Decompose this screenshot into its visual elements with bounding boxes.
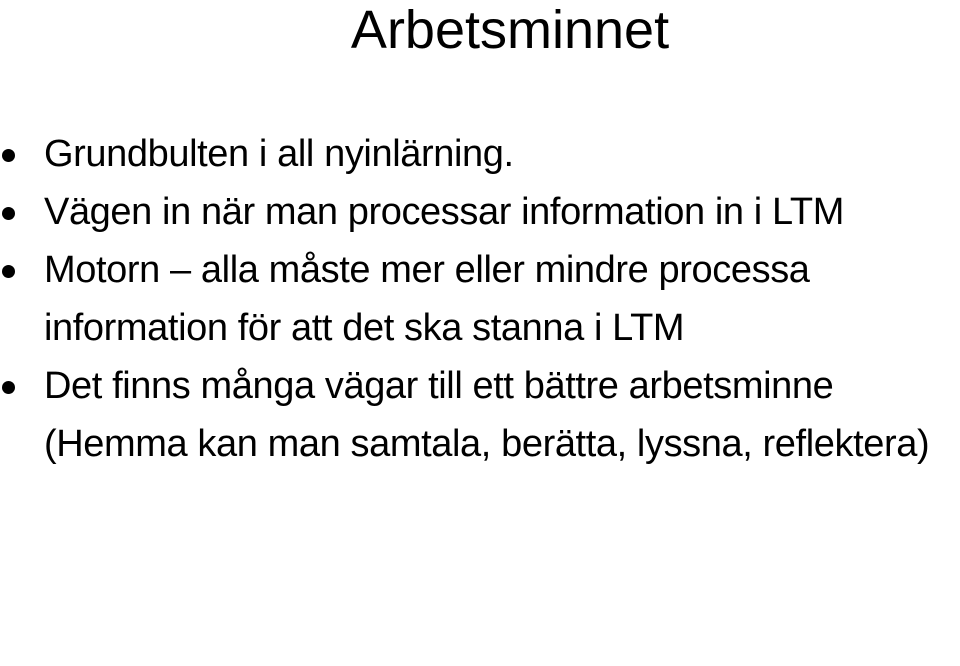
bullet-item-3 xyxy=(0,241,960,357)
bullet-item-1 xyxy=(0,125,960,183)
slide-title: Arbetsminnet xyxy=(350,0,670,60)
bullet-dot-icon xyxy=(2,207,15,220)
bullet-list xyxy=(0,125,960,473)
bullet-text-4: Det finns många vägar till ett bättre arbetsminne (Hemma kan man samtala, berätta, lyssna, reflektera) xyxy=(44,365,930,465)
bullet-item-4 xyxy=(0,357,960,473)
bullet-text-1: Grundbulten i all nyinlärning. xyxy=(44,133,514,175)
bullet-dot-icon xyxy=(2,381,15,394)
bullet-dot-icon xyxy=(2,265,15,278)
bullet-dot-icon xyxy=(2,149,15,162)
bullet-text-3: Motorn – alla måste mer eller mindre processa information för att det ska stanna i LTM xyxy=(44,249,810,349)
bullet-text-2: Vägen in när man processar information in i LTM xyxy=(44,191,844,233)
bullet-item-2 xyxy=(0,183,960,241)
